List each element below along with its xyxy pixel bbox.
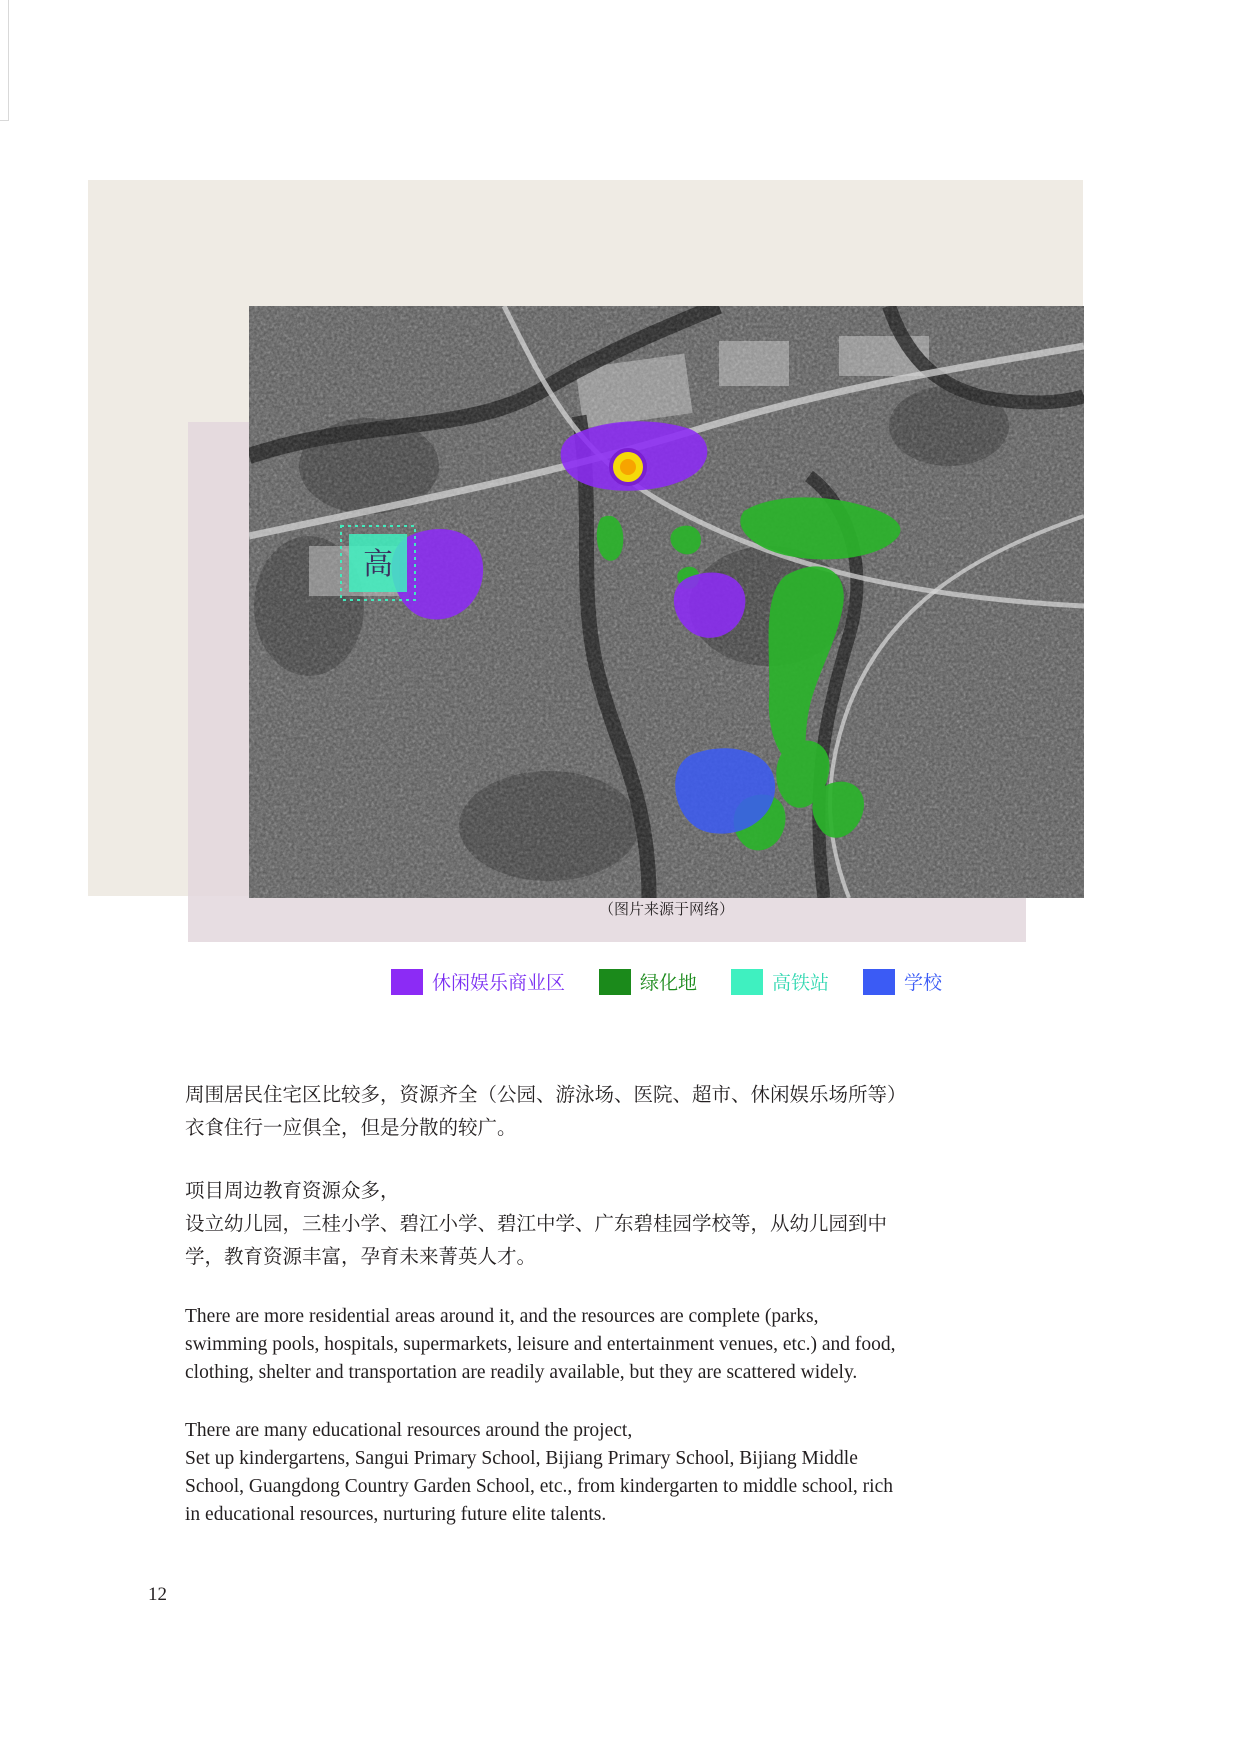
aerial-map-image <box>249 306 1084 898</box>
legend-swatch-green-space <box>599 969 631 995</box>
legend-item-school <box>863 968 942 995</box>
paragraph-en-2 <box>185 1417 905 1529</box>
paragraph-cn-1: 周围居民住宅区比较多，资源齐全（公园、游泳场、医院、超市、休闲娱乐场所等）衣食住行一应俱全，但是分散的较广。 <box>185 1083 897 1139</box>
legend-swatch-commercial <box>391 969 423 995</box>
paragraph-en-2-line2: Set up kindergartens, Sangui Primary School, Bijiang Primary School, Bijiang Middle School, Guangdong Country Garden School, etc., from kindergarten to middle school, rich in educational resources, nurturing future elite talents. <box>185 1448 893 1525</box>
legend-swatch-highspeed-rail-station <box>731 969 763 995</box>
paragraph-en-2-line1: There are many educational resources around the project, <box>185 1420 633 1441</box>
legend-label-school: 学校 <box>904 972 943 994</box>
paragraph-cn-2 <box>185 1174 905 1273</box>
page-number: 12 <box>148 1584 167 1605</box>
map-canvas <box>249 306 1084 898</box>
legend-swatch-school <box>863 969 895 995</box>
legend-label-highspeed-rail-station: 高铁站 <box>772 972 830 994</box>
map-legend <box>249 968 1084 995</box>
crop-mark <box>0 0 9 121</box>
legend-label-commercial: 休闲娱乐商业区 <box>431 972 565 994</box>
map-graphic <box>249 306 1084 898</box>
body-copy <box>185 1078 905 1529</box>
legend-item-green-space <box>599 968 697 995</box>
paragraph-en-1: There are more residential areas around it, and the resources are complete (parks, swimming pools, hospitals, supermarkets, leisure and entertainment venues, etc.) and food, clothing, shelter and transportation are readily available, but they are scattered widely. <box>185 1306 896 1383</box>
legend-label-green-space: 绿化地 <box>639 972 697 994</box>
paragraph-cn-2-line2: 设立幼儿园，三桂小学、碧江小学、碧江中学、广东碧桂园学校等，从幼儿园到中学，教育资源丰富，孕育未来菁英人才。 <box>185 1212 888 1268</box>
svg-text:高: 高 <box>363 547 393 582</box>
map-source-caption: （图片来源于网络） <box>598 900 734 918</box>
legend-item-highspeed-rail-station <box>731 968 829 995</box>
highspeed-rail-station-marker <box>341 526 415 600</box>
legend-item-commercial <box>391 968 565 995</box>
project-site-marker <box>611 450 645 484</box>
paragraph-cn-2-line1: 项目周边教育资源众多， <box>185 1179 400 1202</box>
